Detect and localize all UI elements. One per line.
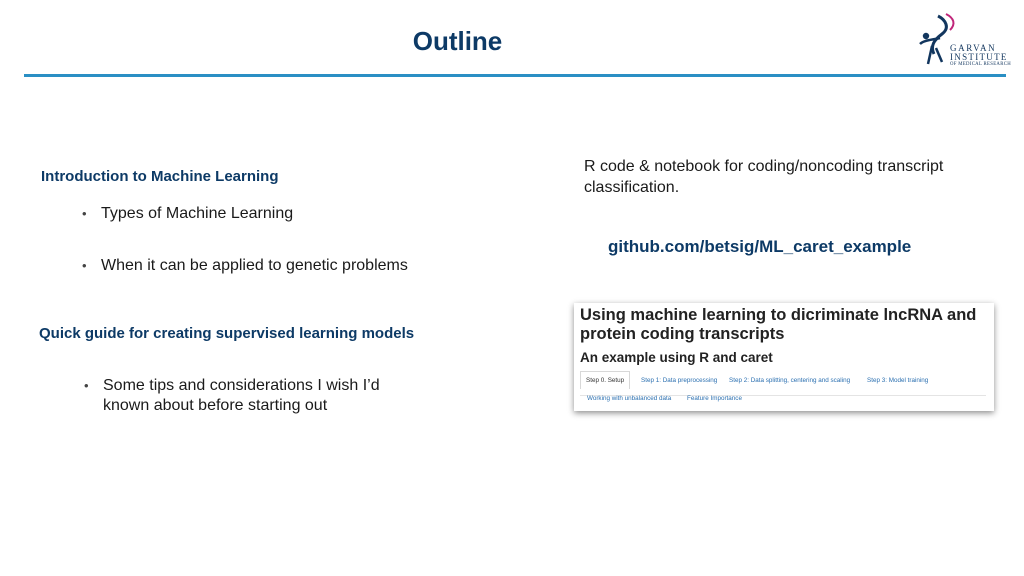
garvan-logo bbox=[916, 10, 1012, 70]
section-heading-intro: Introduction to Machine Learning bbox=[41, 168, 279, 185]
tab-step3-training[interactable]: Step 3: Model training bbox=[867, 377, 929, 384]
bullet-text-line1: Some tips and considerations I wish I’d bbox=[103, 377, 380, 394]
bullet-dot: • bbox=[82, 258, 87, 273]
github-link[interactable]: github.com/betsig/ML_caret_example bbox=[608, 237, 912, 256]
tab-step1-preprocessing[interactable]: Step 1: Data preprocessing bbox=[641, 377, 718, 384]
tab-feature-importance[interactable]: Feature Importance bbox=[687, 395, 742, 402]
bullet-dot: • bbox=[82, 206, 87, 221]
tab-step0-setup[interactable]: Step 0. Setup bbox=[580, 371, 630, 389]
screenshot-subtitle: An example using R and caret bbox=[580, 350, 773, 365]
logo-text-institute: INSTITUTE bbox=[950, 52, 1008, 62]
logo-text-garvan: GARVAN bbox=[950, 43, 997, 53]
bullet-text: When it can be applied to genetic problems bbox=[101, 257, 408, 274]
bullet-item bbox=[82, 204, 294, 224]
screenshot-title-line2: protein coding transcripts bbox=[580, 325, 785, 343]
section-heading-guide: Quick guide for creating supervised learning models bbox=[39, 325, 415, 342]
logo-text-subtitle: OF MEDICAL RESEARCH bbox=[950, 62, 1011, 67]
notebook-screenshot bbox=[574, 303, 994, 411]
notebook-description bbox=[584, 156, 1004, 198]
bullet-text-line2: known about before starting out bbox=[103, 397, 328, 414]
description-line1: R code & notebook for coding/noncoding transcript bbox=[584, 158, 944, 175]
screenshot-title-line1: Using machine learning to dicriminate lncRNA and bbox=[580, 306, 977, 324]
slide-title: Outline bbox=[412, 26, 503, 56]
tab-step2-splitting[interactable]: Step 2: Data splitting, centering and scaling bbox=[729, 377, 851, 384]
bullet-text: Types of Machine Learning bbox=[101, 205, 294, 222]
screenshot-title bbox=[580, 306, 976, 344]
bullet-dot: • bbox=[84, 378, 89, 393]
bullet-item bbox=[82, 256, 408, 276]
tab-unbalanced-data[interactable]: Working with unbalanced data bbox=[587, 395, 672, 402]
bullet-item bbox=[84, 376, 380, 416]
description-line2: classification. bbox=[584, 179, 680, 196]
title-divider bbox=[24, 74, 1006, 77]
